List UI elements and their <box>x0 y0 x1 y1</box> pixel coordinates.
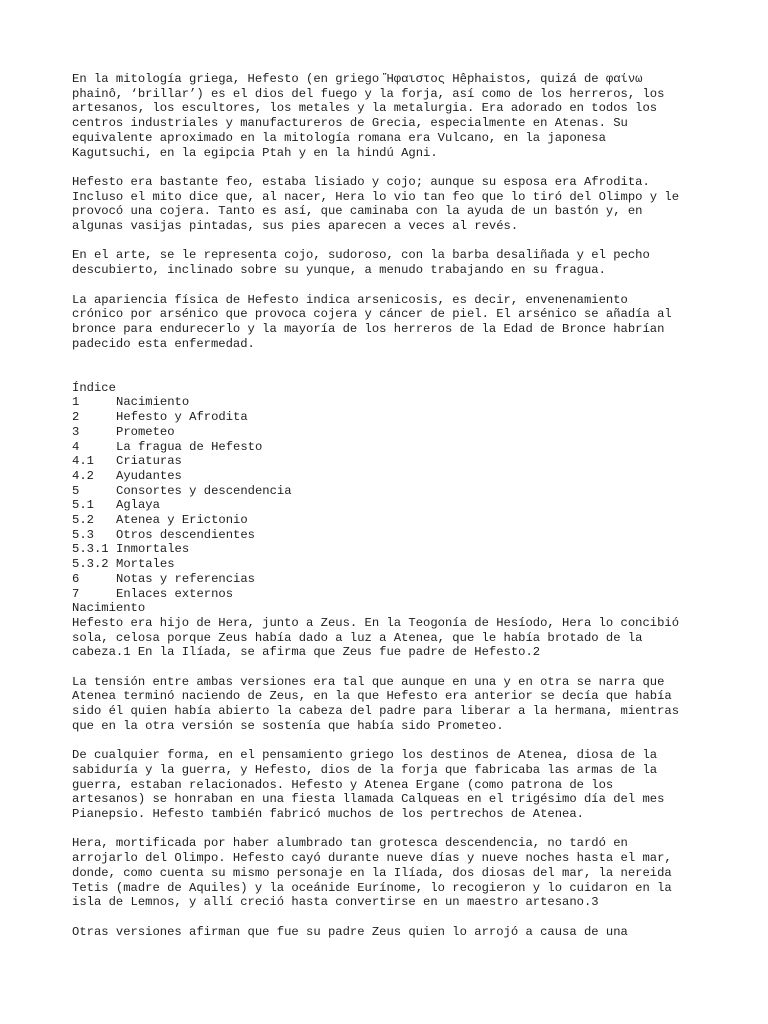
toc-label: Aglaya <box>116 498 160 513</box>
text-line: arrojarlo del Olimpo. Hefesto cayó durante nueve días y nueve noches hasta el mar, <box>72 851 672 866</box>
paragraph <box>72 836 712 910</box>
toc-label: Nacimiento <box>116 395 190 410</box>
toc-label: Atenea y Erictonio <box>116 513 248 528</box>
text-line: que en la otra versión se sostenía que había sido Prometeo. <box>72 718 504 733</box>
text-line: cabeza.1 En la Ilíada, se afirma que Zeus fue padre de Hefesto.2 <box>72 645 541 660</box>
paragraph <box>72 616 712 660</box>
toc-number: 1 <box>72 395 80 410</box>
text-line: provocó una cojera. Tanto es así, que caminaba con la ayuda de un bastón y, en <box>72 204 643 219</box>
toc-entry <box>72 572 712 587</box>
toc-number: 2 <box>72 410 80 425</box>
text-line: De cualquier forma, en el pensamiento griego los destinos de Atenea, diosa de la <box>72 748 658 763</box>
toc-entry <box>72 498 712 513</box>
toc-number: 4.1 <box>72 454 94 469</box>
text-line: guerra, estaban relacionados. Hefesto y Atenea Ergane (como patrona de los <box>72 777 614 792</box>
blank-line <box>72 366 712 381</box>
toc-number: 5 <box>72 483 80 498</box>
toc-entry <box>72 425 712 440</box>
text-line: donde, como cuenta su mismo personaje en la Ilíada, dos diosas del mar, la nereida <box>72 865 672 880</box>
toc-entry <box>72 454 712 469</box>
text-line: artesanos) se honraban en una fiesta llamada Calqueas en el trigésimo día del mes <box>72 792 665 807</box>
paragraph <box>72 293 712 352</box>
text-line: Otras versiones afirman que fue su padre Zeus quien lo arrojó a causa de una <box>72 924 628 939</box>
toc-number: 4 <box>72 439 80 454</box>
toc-label: Criaturas <box>116 454 182 469</box>
toc-entry <box>72 484 712 499</box>
text-line: phainô, ‘brillar’) es el dios del fuego y la forja, así como de los herreros, los <box>72 86 665 101</box>
text-line: En el arte, se le representa cojo, sudoroso, con la barba desaliñada y el pecho <box>72 248 650 263</box>
toc-label: Prometeo <box>116 424 175 439</box>
document-body <box>72 72 712 954</box>
toc-entry <box>72 542 712 557</box>
text-line: Tetis (madre de Aquiles) y la oceánide Eurínome, lo recogieron y lo cuidaron en la <box>72 880 672 895</box>
text-line: La tensión entre ambas versiones era tal que aunque en una y en otra se narra que <box>72 674 665 689</box>
text-line: sido él quien había abierto la cabeza del padre para liberar a la hermana, mientras <box>72 704 680 719</box>
toc-entry <box>72 410 712 425</box>
text-line: isla de Lemnos, y allí creció hasta convertirse en un maestro artesano.3 <box>72 895 599 910</box>
text-line: artesanos, los escultores, los metales y la metalurgia. Era adorado en todos los <box>72 101 658 116</box>
text-line: algunas vasijas pintadas, sus pies aparecen a veces al revés. <box>72 219 519 234</box>
toc-label: Inmortales <box>116 542 190 557</box>
toc-entry <box>72 395 712 410</box>
text-line: centros industriales y manufactureros de Grecia, especialmente en Atenas. Su <box>72 116 628 131</box>
text-line: equivalente aproximado en la mitología romana era Vulcano, en la japonesa <box>72 130 606 145</box>
text-line: Hefesto era hijo de Hera, junto a Zeus. En la Teogonía de Hesíodo, Hera lo concibió <box>72 615 680 630</box>
toc-entry <box>72 513 712 528</box>
text-line: Kagutsuchi, en la egipcia Ptah y en la hindú Agni. <box>72 145 438 160</box>
text-line: Hefesto era bastante feo, estaba lisiado y cojo; aunque su esposa era Afrodita. <box>72 174 650 189</box>
text-line: Hera, mortificada por haber alumbrado tan grotesca descendencia, no tardó en <box>72 836 628 851</box>
toc-label: Mortales <box>116 557 175 572</box>
toc-entry <box>72 440 712 455</box>
paragraph <box>72 175 712 234</box>
toc-label: Otros descendientes <box>116 527 255 542</box>
toc-label: Hefesto y Afrodita <box>116 410 248 425</box>
text-line: sabiduría y la guerra, y Hefesto, dios de la forja que fabricaba las armas de la <box>72 762 658 777</box>
paragraph <box>72 72 712 160</box>
section-paragraphs <box>72 616 712 939</box>
text-line: descubierto, inclinado sobre su yunque, a menudo trabajando en su fragua. <box>72 263 606 278</box>
text-line: crónico por arsénico que provoca cojera y cáncer de piel. El arsénico se añadía al <box>72 307 672 322</box>
text-line: bronce para endurecerlo y la mayoría de los herreros de la Edad de Bronce habrían <box>72 321 665 336</box>
toc-entry <box>72 528 712 543</box>
toc-entry <box>72 587 712 602</box>
text-line: La apariencia física de Hefesto indica arsenicosis, es decir, envenenamiento <box>72 292 628 307</box>
toc-number: 5.3.1 <box>72 542 109 557</box>
toc-label: Enlaces externos <box>116 586 234 601</box>
toc-entry <box>72 557 712 572</box>
toc-entry <box>72 469 712 484</box>
paragraph <box>72 925 712 940</box>
toc-label: Ayudantes <box>116 468 182 483</box>
toc-title: Índice <box>72 380 116 395</box>
paragraph <box>72 675 712 734</box>
toc-label: La fragua de Hefesto <box>116 439 263 454</box>
text-line: padecido esta enfermedad. <box>72 336 255 351</box>
toc-number: 3 <box>72 424 80 439</box>
toc-number: 5.1 <box>72 498 94 513</box>
text-line: En la mitología griega, Hefesto (en griego Ἥφαιστος Hêphaistos, quizá de φαίνω <box>72 72 643 86</box>
text-line: Pianepsio. Hefesto también fabricó muchos de los pertrechos de Atenea. <box>72 807 584 822</box>
text-line: Incluso el mito dice que, al nacer, Hera lo vio tan feo que lo tiró del Olimpo y le <box>72 189 680 204</box>
toc-number: 7 <box>72 586 80 601</box>
table-of-contents <box>72 395 712 601</box>
toc-number: 6 <box>72 571 80 586</box>
intro-paragraphs <box>72 72 712 351</box>
toc-label: Consortes y descendencia <box>116 483 292 498</box>
toc-number: 4.2 <box>72 468 94 483</box>
text-line: sola, celosa porque Zeus había dado a luz a Atenea, que le había brotado de la <box>72 630 643 645</box>
toc-number: 5.2 <box>72 513 94 528</box>
paragraph <box>72 248 712 277</box>
toc-number: 5.3 <box>72 527 94 542</box>
toc-label: Notas y referencias <box>116 571 255 586</box>
text-line: Atenea terminó naciendo de Zeus, en la que Hefesto era anterior se decía que había <box>72 689 672 704</box>
toc-number: 5.3.2 <box>72 557 109 572</box>
paragraph <box>72 748 712 822</box>
section-heading: Nacimiento <box>72 601 146 616</box>
